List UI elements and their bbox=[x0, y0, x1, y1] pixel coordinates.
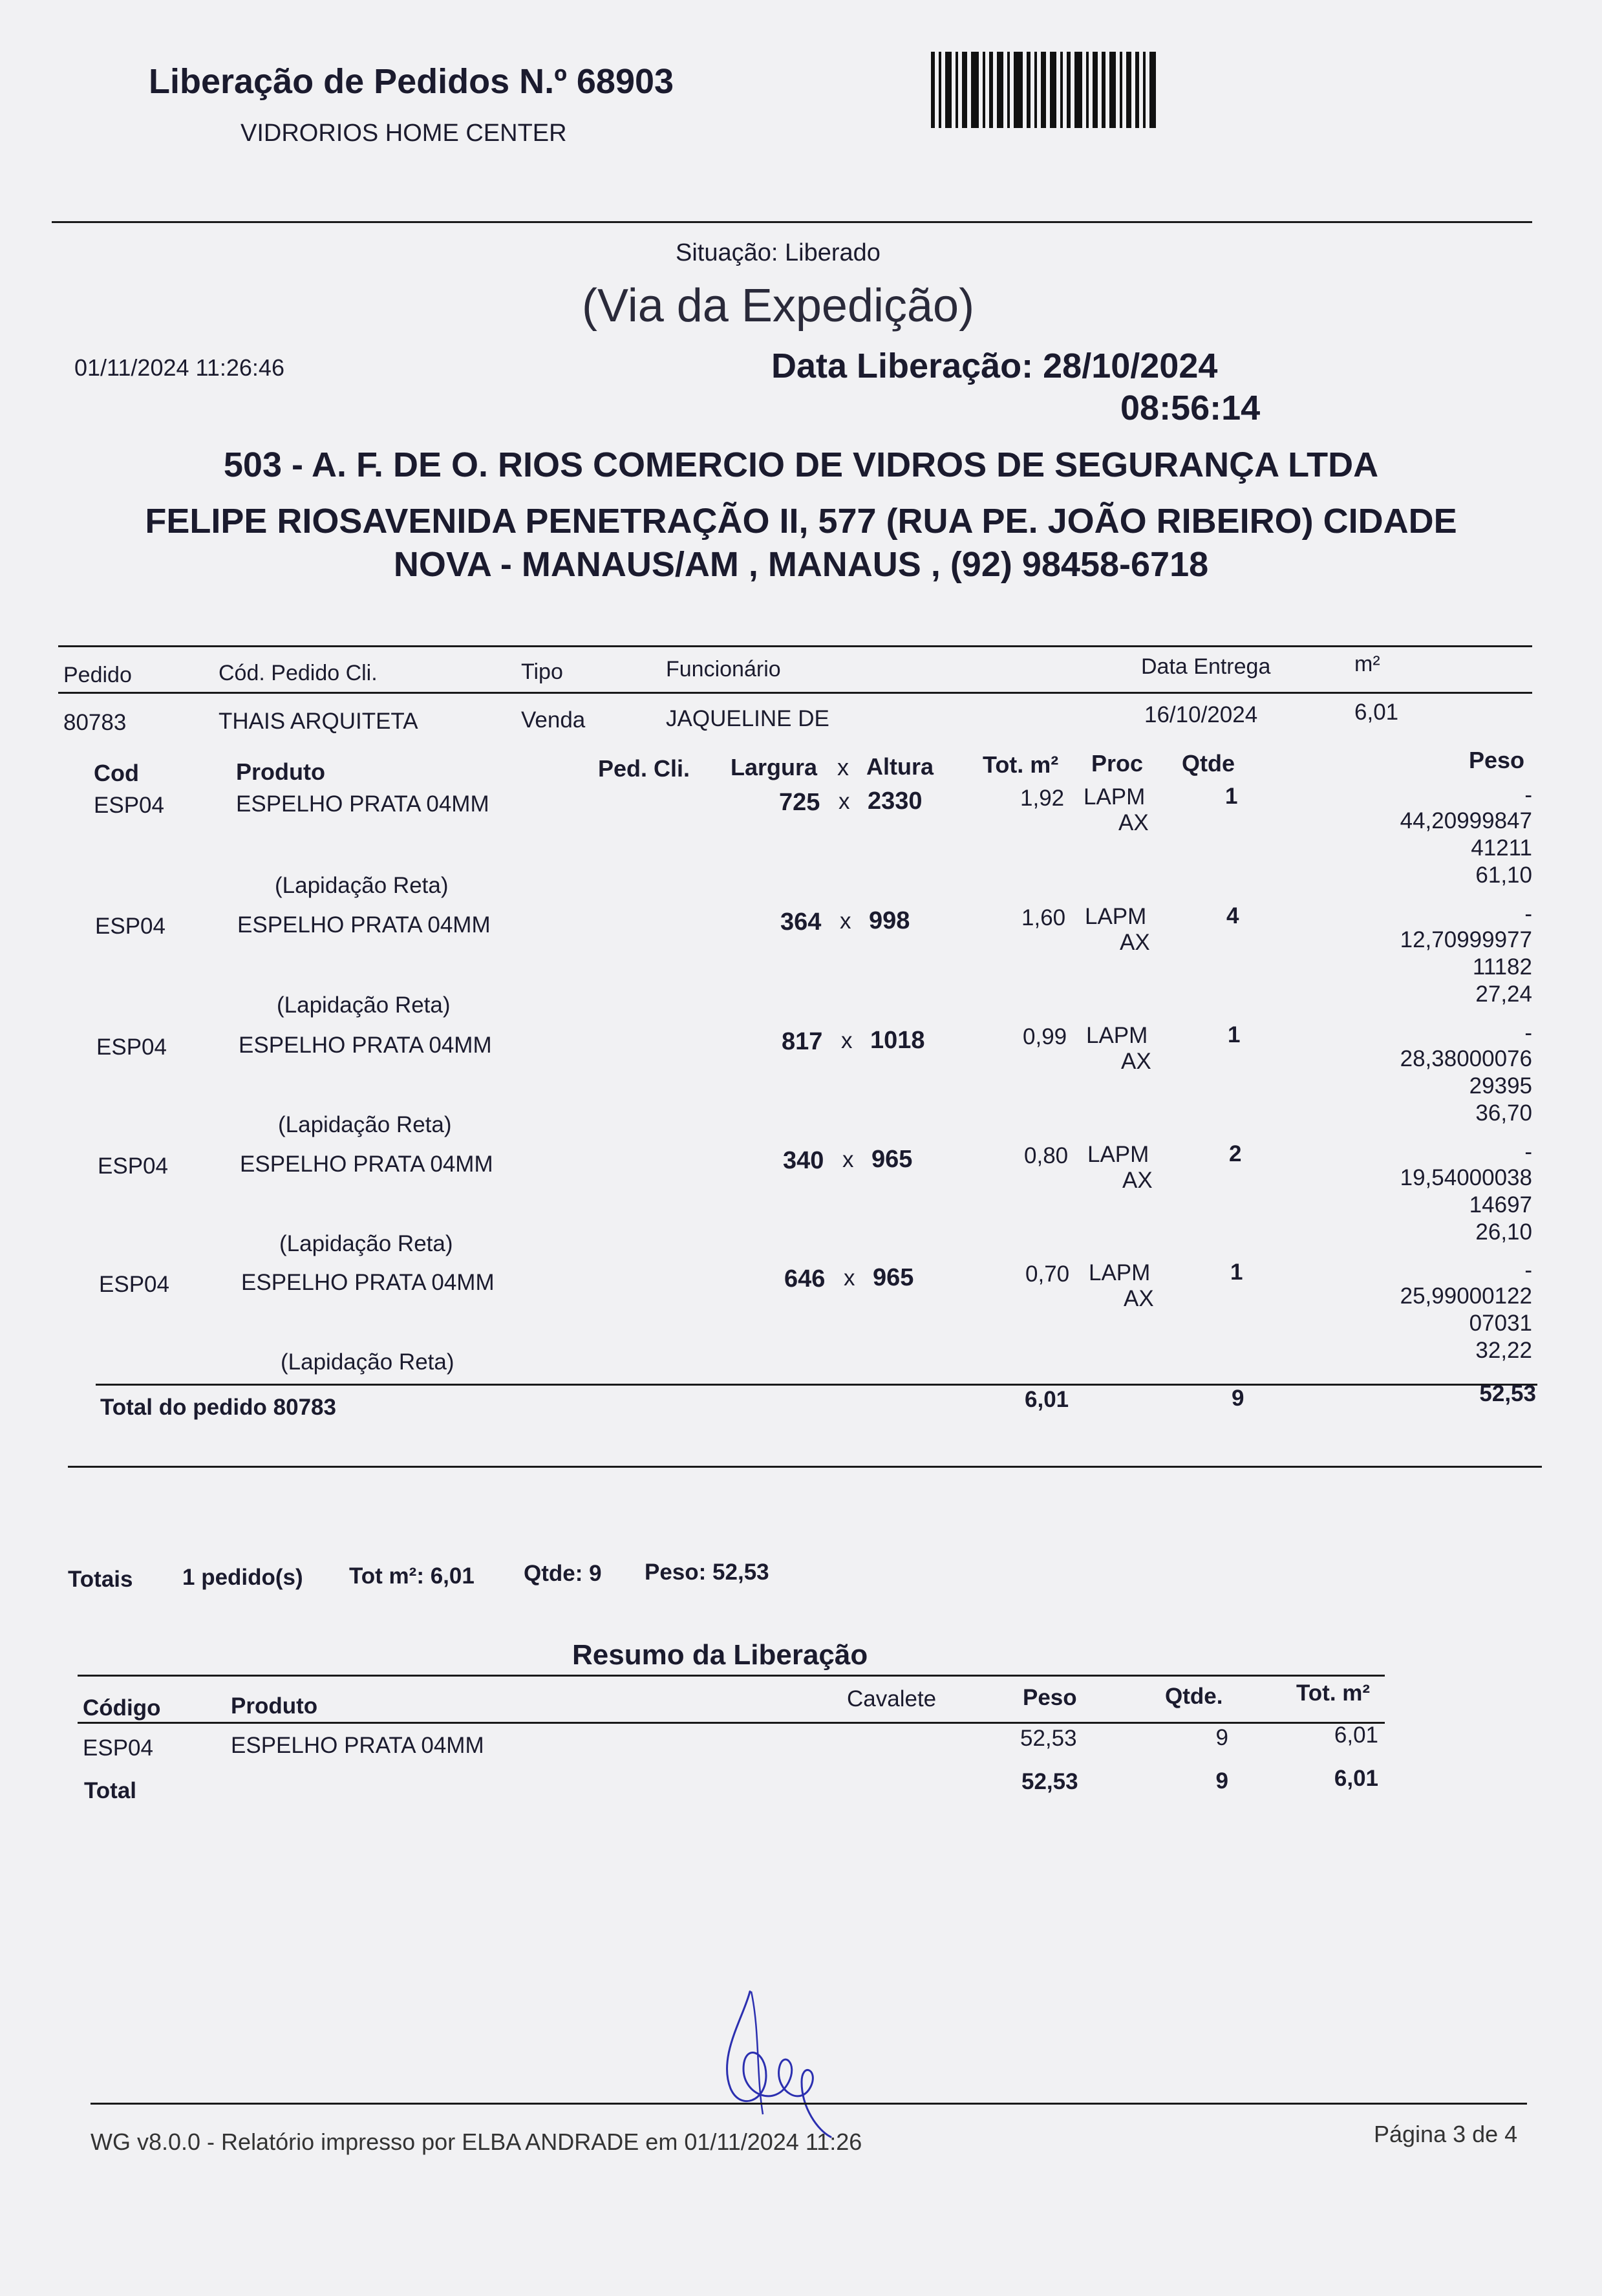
item-cod: ESP04 bbox=[99, 1272, 169, 1297]
summary-header-produto: Produto bbox=[231, 1693, 318, 1719]
order-cod-pedido-cli: THAIS ARQUITETA bbox=[219, 709, 418, 734]
summary-header-codigo: Código bbox=[83, 1695, 161, 1721]
client-address-line1: FELIPE RIOSAVENIDA PENETRAÇÃO II, 577 (RUA PE. JOÃO RIBEIRO) CIDADE bbox=[145, 502, 1457, 541]
order-tipo: Venda bbox=[521, 707, 586, 733]
item-proc-line2: AX bbox=[1118, 810, 1149, 835]
summary-tot-m2: 6,01 bbox=[1334, 1722, 1378, 1748]
summary-qtde: 9 bbox=[1215, 1725, 1228, 1750]
item-note: (Lapidação Reta) bbox=[279, 1231, 453, 1256]
item-proc-line1: LAPM bbox=[1086, 1023, 1148, 1048]
summary-header-rule bbox=[78, 1722, 1385, 1724]
summary-header-qtde: Qtde. bbox=[1165, 1684, 1223, 1709]
item-peso-line3: 61,10 bbox=[1475, 863, 1532, 888]
item-peso-dash: - bbox=[1524, 1020, 1532, 1046]
item-tot-m2: 1,92 bbox=[1020, 786, 1065, 811]
item-produto: ESPELHO PRATA 04MM bbox=[236, 791, 489, 817]
item-proc-line2: AX bbox=[1122, 1168, 1153, 1193]
item-tot-m2: 0,80 bbox=[1024, 1143, 1069, 1168]
item-proc-line2: AX bbox=[1124, 1286, 1154, 1311]
item-peso-line1: 12,70999977 bbox=[1400, 927, 1532, 952]
item-header-ped-cli: Ped. Cli. bbox=[598, 755, 690, 782]
order-funcionario: JAQUELINE DE bbox=[666, 706, 829, 731]
client-address-line2: NOVA - MANAUS/AM , MANAUS , (92) 98458-6718 bbox=[393, 545, 1209, 584]
item-qtde: 2 bbox=[1229, 1141, 1242, 1166]
order-total-qtde: 9 bbox=[1232, 1386, 1244, 1411]
summary-header-cavalete: Cavalete bbox=[847, 1686, 937, 1711]
order-m2: 6,01 bbox=[1354, 700, 1399, 725]
item-x: x bbox=[844, 1265, 855, 1291]
item-peso-line2: 29395 bbox=[1469, 1073, 1532, 1099]
summary-codigo: ESP04 bbox=[83, 1735, 153, 1761]
section-divider bbox=[68, 1466, 1542, 1468]
footer-printed-by: WG v8.0.0 - Relatório impresso por ELBA ANDRADE em 01/11/2024 11:26 bbox=[91, 2129, 862, 2155]
status-text: Situação: Liberado bbox=[676, 239, 881, 266]
item-peso-line1: 19,54000038 bbox=[1400, 1165, 1532, 1190]
summary-peso: 52,53 bbox=[1020, 1726, 1077, 1751]
order-total-rule bbox=[96, 1384, 1537, 1386]
item-cod: ESP04 bbox=[95, 914, 166, 939]
item-header-altura: Altura bbox=[866, 753, 934, 780]
order-total-label: Total do pedido 80783 bbox=[100, 1395, 336, 1420]
copy-label: (Via da Expedição) bbox=[582, 280, 975, 332]
item-header-produto: Produto bbox=[236, 758, 325, 785]
item-peso-line1: 44,20999847 bbox=[1400, 808, 1532, 833]
col-header-pedido: Pedido bbox=[63, 663, 132, 687]
item-altura: 1018 bbox=[870, 1027, 925, 1054]
summary-title: Resumo da Liberação bbox=[572, 1639, 868, 1671]
col-header-data-entrega: Data Entrega bbox=[1141, 654, 1271, 679]
item-altura: 998 bbox=[869, 907, 910, 934]
item-peso-line2: 14697 bbox=[1469, 1192, 1532, 1218]
item-proc-line2: AX bbox=[1121, 1049, 1151, 1074]
item-note: (Lapidação Reta) bbox=[281, 1349, 454, 1375]
item-peso-line2: 41211 bbox=[1471, 835, 1532, 861]
order-table-header-rule bbox=[58, 692, 1532, 694]
item-qtde: 4 bbox=[1226, 903, 1239, 928]
document-title: Liberação de Pedidos N.º 68903 bbox=[149, 62, 674, 101]
item-x: x bbox=[841, 1028, 853, 1053]
company-name: VIDRORIOS HOME CENTER bbox=[240, 120, 567, 147]
summary-total-label: Total bbox=[84, 1778, 137, 1803]
totals-tot-m2: Tot m²: 6,01 bbox=[349, 1563, 475, 1589]
item-largura: 646 bbox=[784, 1265, 826, 1293]
item-cod: ESP04 bbox=[98, 1153, 168, 1179]
item-peso-line2: 07031 bbox=[1469, 1311, 1532, 1336]
order-total-peso: 52,53 bbox=[1479, 1381, 1536, 1406]
order-pedido: 80783 bbox=[63, 710, 127, 735]
item-altura: 965 bbox=[873, 1264, 914, 1291]
item-peso-dash: - bbox=[1524, 901, 1532, 927]
totals-pedidos: 1 pedido(s) bbox=[182, 1565, 303, 1590]
item-header-tot-m2: Tot. m² bbox=[983, 751, 1059, 778]
page-number: Página 3 de 4 bbox=[1374, 2121, 1518, 2147]
item-altura: 965 bbox=[871, 1146, 913, 1173]
item-note: (Lapidação Reta) bbox=[277, 992, 451, 1018]
release-time: 08:56:14 bbox=[1120, 389, 1261, 427]
handwritten-signature bbox=[705, 1979, 860, 2140]
item-proc-line2: AX bbox=[1120, 930, 1150, 955]
item-tot-m2: 0,99 bbox=[1023, 1024, 1067, 1049]
item-cod: ESP04 bbox=[96, 1035, 167, 1060]
summary-total-qtde: 9 bbox=[1215, 1768, 1228, 1794]
item-header-x: x bbox=[837, 754, 849, 780]
summary-top-rule bbox=[78, 1675, 1385, 1677]
item-header-peso: Peso bbox=[1469, 747, 1525, 773]
item-qtde: 1 bbox=[1230, 1260, 1243, 1285]
item-largura: 817 bbox=[782, 1028, 823, 1055]
item-largura: 725 bbox=[779, 789, 820, 816]
item-x: x bbox=[838, 789, 850, 814]
summary-header-peso: Peso bbox=[1023, 1685, 1077, 1710]
item-note: (Lapidação Reta) bbox=[278, 1112, 452, 1137]
totals-qtde: Qtde: 9 bbox=[524, 1561, 602, 1586]
col-header-funcionario: Funcionário bbox=[666, 657, 781, 681]
item-proc-line1: LAPM bbox=[1085, 904, 1147, 929]
item-note: (Lapidação Reta) bbox=[275, 873, 449, 898]
barcode bbox=[931, 52, 1190, 128]
release-date: Data Liberação: 28/10/2024 bbox=[771, 347, 1218, 385]
summary-total-tot-m2: 6,01 bbox=[1334, 1766, 1378, 1791]
item-tot-m2: 1,60 bbox=[1021, 905, 1066, 930]
order-total-m2: 6,01 bbox=[1025, 1387, 1069, 1412]
col-header-tipo: Tipo bbox=[521, 660, 563, 684]
header-divider bbox=[52, 221, 1532, 223]
summary-header-tot-m2: Tot. m² bbox=[1296, 1680, 1371, 1706]
summary-produto: ESPELHO PRATA 04MM bbox=[231, 1733, 484, 1758]
totals-label: Totais bbox=[68, 1567, 133, 1592]
item-peso-dash: - bbox=[1524, 1139, 1532, 1164]
item-produto: ESPELHO PRATA 04MM bbox=[237, 912, 491, 938]
item-peso-line3: 27,24 bbox=[1475, 982, 1532, 1007]
item-header-cod: Cod bbox=[94, 760, 139, 786]
totals-peso: Peso: 52,53 bbox=[645, 1560, 769, 1585]
item-tot-m2: 0,70 bbox=[1025, 1261, 1070, 1287]
item-altura: 2330 bbox=[868, 788, 923, 815]
item-produto: ESPELHO PRATA 04MM bbox=[241, 1270, 495, 1295]
item-proc-line1: LAPM bbox=[1087, 1142, 1149, 1167]
item-header-largura: Largura bbox=[731, 754, 818, 780]
item-peso-line3: 36,70 bbox=[1475, 1100, 1532, 1126]
item-cod: ESP04 bbox=[94, 793, 164, 818]
item-proc-line1: LAPM bbox=[1084, 784, 1146, 810]
item-produto: ESPELHO PRATA 04MM bbox=[240, 1152, 493, 1177]
order-table-top-rule bbox=[58, 645, 1532, 647]
item-header-proc: Proc bbox=[1091, 750, 1144, 777]
item-peso-line3: 32,22 bbox=[1475, 1338, 1532, 1363]
item-x: x bbox=[840, 908, 851, 934]
item-qtde: 1 bbox=[1228, 1022, 1241, 1047]
client-name: 503 - A. F. DE O. RIOS COMERCIO DE VIDROS DE SEGURANÇA LTDA bbox=[223, 445, 1379, 484]
item-peso-line2: 11182 bbox=[1472, 954, 1532, 980]
footer-rule bbox=[91, 2103, 1527, 2105]
item-peso-line1: 28,38000076 bbox=[1400, 1046, 1532, 1071]
printed-timestamp: 01/11/2024 11:26:46 bbox=[74, 354, 284, 381]
order-data-entrega: 16/10/2024 bbox=[1144, 702, 1258, 727]
item-largura: 340 bbox=[783, 1147, 824, 1174]
item-proc-line1: LAPM bbox=[1089, 1260, 1151, 1285]
col-header-cod-pedido-cli: Cód. Pedido Cli. bbox=[219, 661, 378, 685]
col-header-m2: m² bbox=[1354, 652, 1380, 676]
item-largura: 364 bbox=[780, 908, 822, 936]
item-peso-dash: - bbox=[1524, 1258, 1532, 1283]
item-produto: ESPELHO PRATA 04MM bbox=[239, 1033, 492, 1058]
item-x: x bbox=[842, 1147, 854, 1172]
summary-total-peso: 52,53 bbox=[1021, 1769, 1078, 1794]
item-header-qtde: Qtde bbox=[1182, 750, 1235, 777]
item-peso-line1: 25,99000122 bbox=[1400, 1283, 1532, 1309]
item-peso-dash: - bbox=[1524, 782, 1532, 808]
item-qtde: 1 bbox=[1225, 784, 1238, 809]
item-peso-line3: 26,10 bbox=[1475, 1219, 1532, 1245]
